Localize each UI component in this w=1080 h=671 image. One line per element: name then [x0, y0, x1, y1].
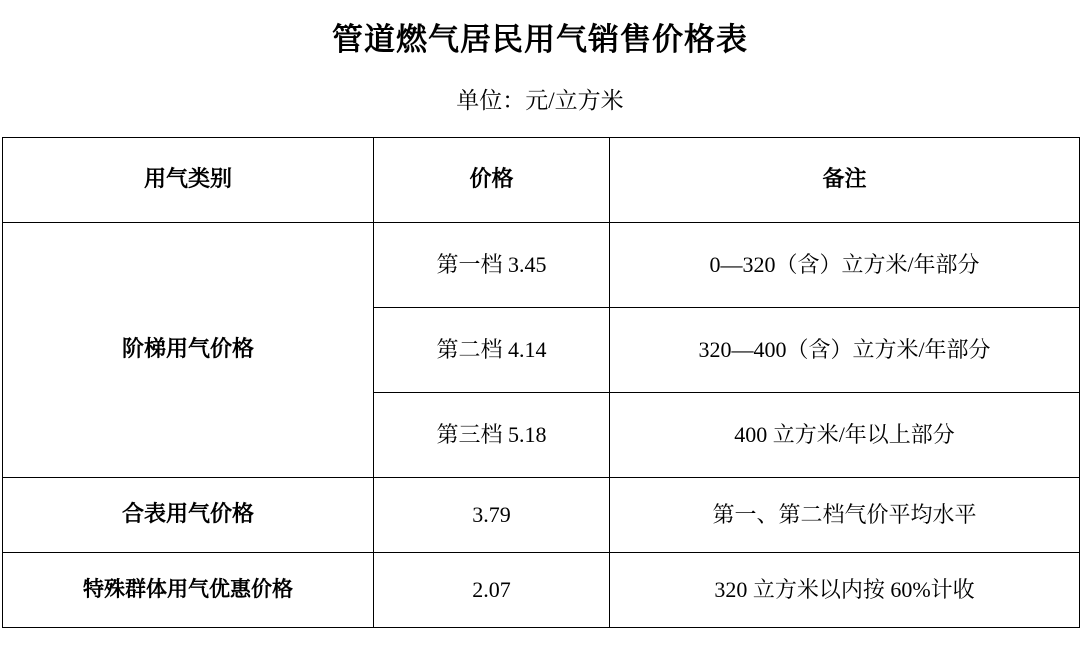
- cell-price-combined-meter: 3.79: [374, 477, 610, 552]
- table-row: [3, 222, 1080, 307]
- cell-category-special-group: 特殊群体用气优惠价格: [3, 552, 374, 627]
- cell-category-tiered: 阶梯用气价格: [3, 222, 374, 477]
- table-row: [3, 552, 1080, 627]
- cell-price-tier-3: 第三档 5.18: [374, 392, 610, 477]
- cell-category-combined-meter: 合表用气价格: [3, 477, 374, 552]
- cell-price-special-group: 2.07: [374, 552, 610, 627]
- table-header-row: [3, 137, 1080, 222]
- column-header-price: 价格: [374, 137, 610, 222]
- price-table: [2, 137, 1080, 628]
- cell-note-combined-meter: 第一、第二档气价平均水平: [610, 477, 1080, 552]
- column-header-note: 备注: [610, 137, 1080, 222]
- cell-note-tier-1: 0—320（含）立方米/年部分: [610, 222, 1080, 307]
- cell-note-special-group: 320 立方米以内按 60%计收: [610, 552, 1080, 627]
- cell-price-tier-1: 第一档 3.45: [374, 222, 610, 307]
- price-table-container: [0, 137, 1080, 628]
- table-row: [3, 477, 1080, 552]
- unit-subtitle: 单位：元/立方米: [456, 88, 624, 114]
- cell-note-tier-2: 320—400（含）立方米/年部分: [610, 307, 1080, 392]
- column-header-category: 用气类别: [3, 137, 374, 222]
- cell-price-tier-2: 第二档 4.14: [374, 307, 610, 392]
- cell-note-tier-3: 400 立方米/年以上部分: [610, 392, 1080, 477]
- page-title: 管道燃气居民用气销售价格表: [332, 22, 748, 58]
- document-page: [0, 22, 1080, 671]
